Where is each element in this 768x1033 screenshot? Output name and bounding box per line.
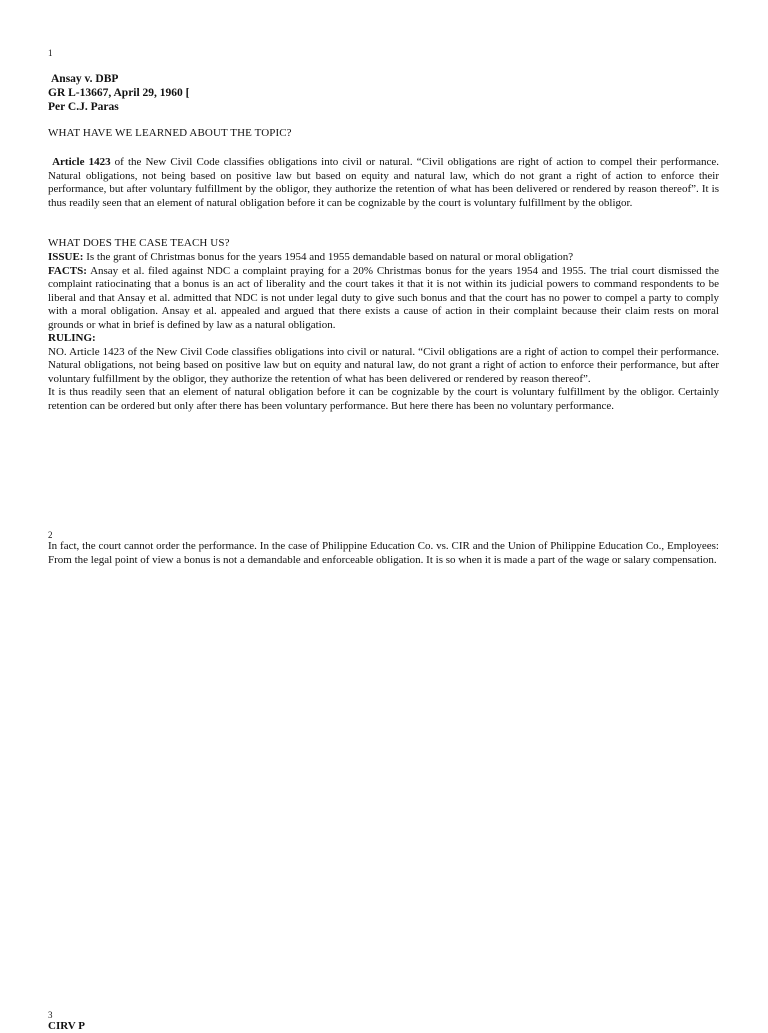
facts-paragraph — [48, 265, 719, 333]
page3-partial-line: CIRV P — [48, 1020, 85, 1032]
ruling-label: RULING: — [48, 332, 96, 344]
section-heading-learned: WHAT HAVE WE LEARNED ABOUT THE TOPIC? — [48, 127, 292, 139]
learned-paragraph — [48, 156, 719, 210]
article-label: Article 1423 — [52, 156, 111, 168]
learned-text: of the New Civil Code classifies obligations into civil or natural. “Civil obligations are right of action to compel their performance. Natural obligations, not being based on positive law but based on equity and natural law, which do not grant a right of action to enforce their performance, but after voluntary fulfillment by the obligor, they authorize the retention of what has been delivered or rendered by reason thereof”. It is thus readily seen that an element of natural obligation before it can be cognizable by the court is voluntary fulfillment by the obligor. — [48, 156, 720, 209]
section-heading-case: WHAT DOES THE CASE TEACH US? — [48, 237, 230, 249]
page-number: 3 — [48, 1010, 53, 1020]
ruling-paragraph-1: NO. Article 1423 of the New Civil Code classifies obligations into civil or natural. “Civil obligations are a right of action to compel their performance. Natural obligations, not being based on positive law but on equity and natural law, do not grant a right of action to enforce their performance, but after voluntary fulfillment by the obligor, they authorize the retention of what has been delivered or rendered by reason thereof”. — [48, 345, 719, 385]
case-gr-number: GR L-13667, April 29, 1960 [ — [48, 87, 190, 99]
ruling-heading — [48, 332, 719, 346]
issue-label: ISSUE: — [48, 251, 84, 263]
case-ponente: Per C.J. Paras — [48, 101, 119, 113]
case-title: Ansay v. DBP — [51, 73, 119, 85]
case-body — [48, 251, 719, 413]
page-number: 2 — [48, 530, 53, 540]
page2-paragraph: In fact, the court cannot order the performance. In the case of Philippine Education Co. vs. CIR and the Union of Philippine Education Co., Employees: From the legal point of view a bonus is not a demandable and enforceable obligation. It is so when it is made a part of the wage or salary compensation. — [48, 540, 719, 566]
case-caption — [48, 72, 228, 114]
issue-paragraph — [48, 251, 719, 265]
issue-text: Is the grant of Christmas bonus for the years 1954 and 1955 demandable based on natural or moral obligation? — [83, 251, 574, 263]
facts-label: FACTS: — [48, 264, 87, 277]
page-number: 1 — [48, 48, 53, 58]
ruling-paragraph-2: It is thus readily seen that an element of natural obligation before it can be cognizable by the court is voluntary fulfillment by the obligor. Certainly retention can be ordered but only after there has been voluntary performance. But here there has been no voluntary performance. — [48, 386, 719, 412]
facts-text: Ansay et al. filed against NDC a complaint praying for a 20% Christmas bonus for the years 1954 and 1955. The trial court dismissed the complaint ratiocinating that a bonus is an act of liberality and the court takes it that it is not within its judicial powers to command respondents to be liberal and that Ansay et al. admitted that NDC is not under legal duty to give such bonus and that the court has no power to compel a party to comply with a moral obligation. Ansay et al. appealed and argued that there exists a cause of action in their complaint because their claim rests on moral grounds or what in brief is defined by law as a natural obligation. — [48, 264, 719, 331]
